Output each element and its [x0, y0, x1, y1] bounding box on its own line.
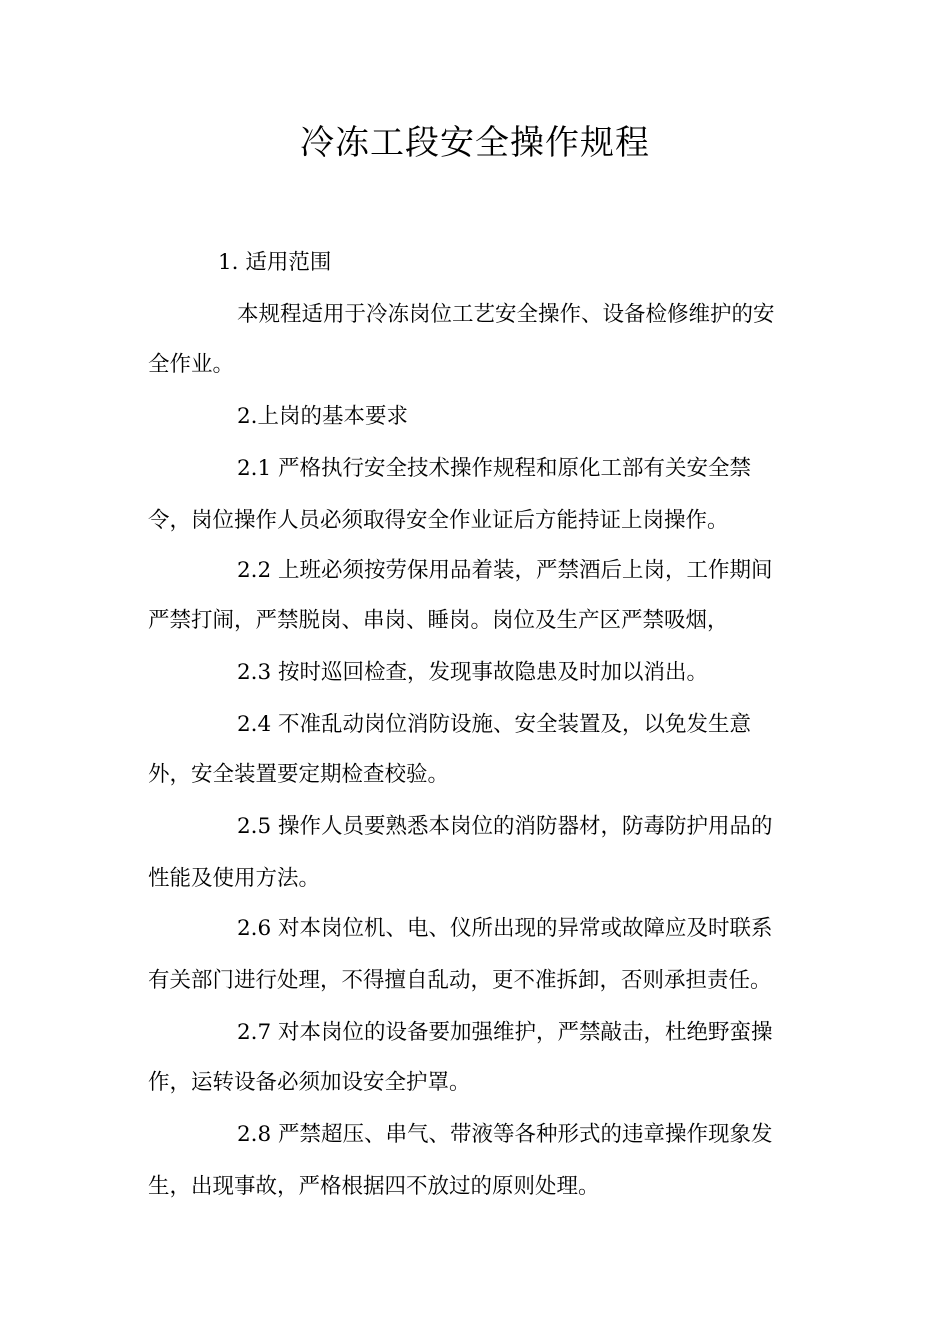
paragraph-line: 2.5 操作人员要熟悉本岗位的消防器材，防毒防护用品的	[237, 814, 773, 839]
paragraph-line: 性能及使用方法。	[148, 866, 321, 891]
document-title: 冷冻工段安全操作规程	[300, 123, 650, 163]
paragraph-line: 生，出现事故，严格根据四不放过的原则处理。	[148, 1174, 600, 1199]
paragraph-line: 外，安全装置要定期检查校验。	[148, 762, 450, 787]
paragraph-line: 2.6 对本岗位机、电、仪所出现的异常或故障应及时联系	[237, 916, 773, 941]
paragraph-line: 本规程适用于冷冻岗位工艺安全操作、设备检修维护的安	[237, 302, 775, 327]
paragraph-line: 2.8 严禁超压、串气、带液等各种形式的违章操作现象发	[237, 1122, 773, 1147]
paragraph-line: 2.3 按时巡回检查，发现事故隐患及时加以消出。	[237, 660, 709, 685]
paragraph-line: 2.2 上班必须按劳保用品着装，严禁酒后上岗，工作期间	[237, 558, 773, 583]
paragraph-line: 有关部门进行处理，不得擅自乱动，更不准拆卸，否则承担责任。	[148, 968, 772, 993]
section-heading-requirements: 2.上岗的基本要求	[237, 404, 409, 429]
paragraph-line: 令，岗位操作人员必须取得安全作业证后方能持证上岗操作。	[148, 508, 729, 533]
paragraph-line: 严禁打闹，严禁脱岗、串岗、睡岗。岗位及生产区严禁吸烟，	[148, 608, 729, 633]
paragraph-line: 2.1 严格执行安全技术操作规程和原化工部有关安全禁	[237, 456, 752, 481]
paragraph-line: 作，运转设备必须加设安全护罩。	[148, 1070, 471, 1095]
paragraph-line: 2.4 不准乱动岗位消防设施、安全装置及，以免发生意	[237, 712, 752, 737]
section-heading-scope: 1. 适用范围	[218, 250, 332, 275]
paragraph-line: 全作业。	[148, 352, 235, 377]
paragraph-line: 2.7 对本岗位的设备要加强维护，严禁敲击，杜绝野蛮操	[237, 1020, 773, 1045]
